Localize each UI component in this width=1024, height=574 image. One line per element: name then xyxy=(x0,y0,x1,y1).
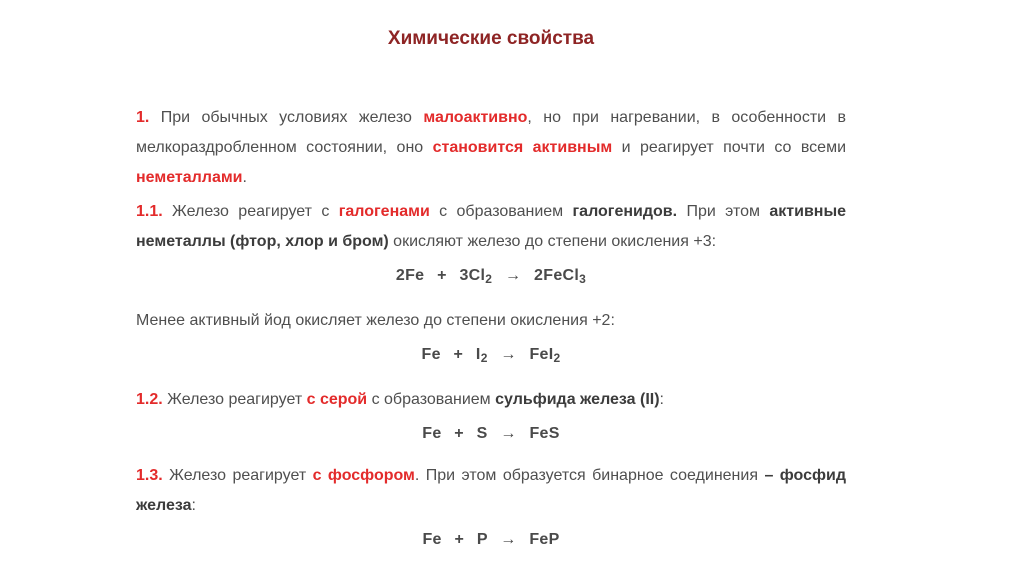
text-run-normal: При этом xyxy=(677,203,770,220)
text-run-redbold: с серой xyxy=(306,391,368,408)
text-run-eq: → 2FeCl xyxy=(492,267,580,284)
text-run-redbold: 1.1. xyxy=(136,203,163,220)
paragraph xyxy=(136,306,846,336)
text-run-eq: Fe + S → FeS xyxy=(422,425,560,442)
text-run-redbold: галогенами xyxy=(338,203,430,220)
text-run-bold: сульфида железа (II) xyxy=(495,391,660,408)
text-run-normal: с образованием xyxy=(429,203,573,220)
text-run-redbold: становится активным xyxy=(432,139,613,156)
equation xyxy=(136,265,846,290)
text-run-redbold: неметаллами xyxy=(136,169,243,186)
text-run-eqsub: 2 xyxy=(485,272,493,286)
text-run-redbold: 1.3. xyxy=(136,467,163,484)
text-run-normal: . При этом образуется бинарное соединения xyxy=(414,467,765,484)
text-run-normal: и реагирует почти со всеми xyxy=(612,139,847,156)
text-run-normal: Менее активный йод окисляет железо до степени окисления +2: xyxy=(136,312,615,329)
text-run-bold: галогенидов. xyxy=(572,203,678,220)
text-run-eqsub: 2 xyxy=(553,351,561,365)
text-run-normal: Железо реагирует xyxy=(162,467,313,484)
text-run-eq: → FeI xyxy=(487,346,554,363)
text-run-eq: Fe + P → FeP xyxy=(422,531,560,548)
paragraph xyxy=(136,385,846,415)
text-run-normal: : xyxy=(191,497,196,514)
page-title: Химические свойства xyxy=(387,28,595,49)
paragraph xyxy=(136,461,846,521)
text-run-redbold: с фосфором xyxy=(312,467,415,484)
text-run-normal: с образованием xyxy=(367,391,496,408)
text-run-bold: – фосфид железа xyxy=(136,467,847,514)
text-run-normal: При обычных условиях железо xyxy=(149,109,424,126)
equation xyxy=(136,423,846,445)
text-run-eqsub: 3 xyxy=(579,272,587,286)
paragraph xyxy=(136,103,846,193)
article xyxy=(136,0,846,567)
text-run-normal: окисляют железо до степени окисления +3: xyxy=(388,233,717,250)
text-run-normal: : xyxy=(659,391,664,408)
article-body xyxy=(136,103,846,551)
text-run-redbold: малоактивно xyxy=(423,109,528,126)
text-run-eq: 2Fe + 3Cl xyxy=(395,267,486,284)
text-run-normal: Железо реагирует xyxy=(162,391,307,408)
paragraph xyxy=(136,197,846,257)
text-run-redbold: 1.2. xyxy=(136,391,163,408)
text-run-normal: . xyxy=(242,169,247,186)
text-run-eqsub: 2 xyxy=(480,351,488,365)
equation xyxy=(136,529,846,551)
text-run-normal: Железо реагирует с xyxy=(162,203,339,220)
text-run-bold: активные неметаллы (фтор, хлор и бром) xyxy=(136,203,846,250)
text-run-eq: Fe + I xyxy=(421,346,481,363)
equation xyxy=(136,344,846,369)
text-run-redbold: 1. xyxy=(136,109,150,126)
text-run-normal: , но при нагревании, в особенности в мелкораздробленном состоянии, оно xyxy=(136,109,846,156)
